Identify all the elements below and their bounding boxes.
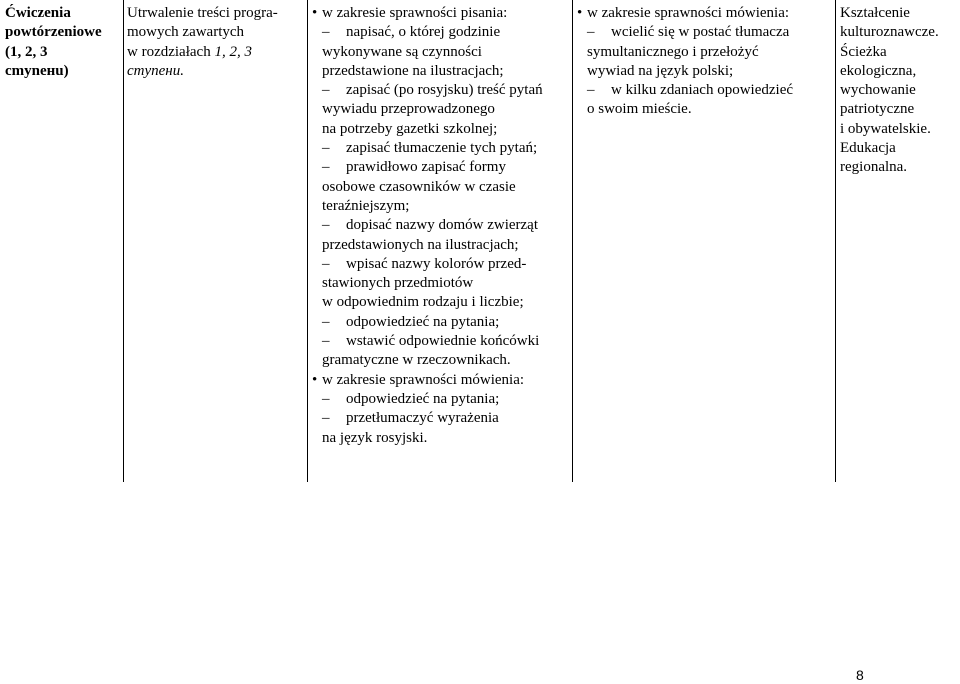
cell-lesson-content xyxy=(127,4,305,81)
list-item-text: odpowiedzieć na pytania; xyxy=(346,390,500,407)
list-item-text: wstawić odpowiednie końcówki xyxy=(346,333,540,350)
list-item xyxy=(312,43,568,62)
dash-marker: – xyxy=(322,410,330,427)
list-item xyxy=(312,100,568,119)
topic-line: powtórzeniowe xyxy=(5,24,102,41)
list-item xyxy=(312,81,568,100)
list-item xyxy=(312,197,568,216)
list-item xyxy=(577,81,834,100)
path-line: Edukacja xyxy=(840,140,896,157)
writing-requirements-list xyxy=(312,23,568,370)
list-item xyxy=(312,293,568,312)
cell-lesson-topic xyxy=(5,4,119,81)
list-item-text: o swoim mieście. xyxy=(587,101,692,118)
path-line: wychowanie xyxy=(840,82,916,99)
path-line: ekologiczna, xyxy=(840,62,917,79)
list-item xyxy=(312,390,568,409)
list-item xyxy=(312,158,568,177)
path-line: Ścieżka xyxy=(840,43,887,60)
bullet-icon: • xyxy=(312,5,318,21)
dash-marker: – xyxy=(322,217,330,234)
list-item xyxy=(312,429,568,448)
speaking-requirements-list xyxy=(577,23,834,119)
dash-marker: – xyxy=(322,24,330,41)
content-line: cmyneнu. xyxy=(127,62,184,79)
topic-line: Ćwiczenia xyxy=(5,5,71,21)
list-item-text: wykonywane są czynności xyxy=(322,43,482,60)
list-item-text: symultanicznego i przełożyć xyxy=(587,43,759,60)
topic-line: cmyneнu) xyxy=(5,62,69,79)
list-item xyxy=(312,236,568,255)
content-text: w rozdziałach xyxy=(127,43,215,60)
list-item xyxy=(312,274,568,293)
dash-marker: – xyxy=(322,140,330,157)
list-item-text: dopisać nazwy domów zwierząt xyxy=(346,217,539,234)
dash-marker: – xyxy=(587,82,595,99)
list-item-text: wywiad na język polski; xyxy=(587,62,734,79)
dash-marker: – xyxy=(322,333,330,350)
list-item xyxy=(312,139,568,158)
dash-marker: – xyxy=(587,24,595,41)
column-divider-1 xyxy=(123,0,124,482)
list-item xyxy=(312,62,568,81)
list-item xyxy=(577,100,834,119)
path-line: Kształcenie xyxy=(840,5,910,21)
page-number: 8 xyxy=(856,667,864,683)
dash-marker: – xyxy=(322,82,330,99)
list-item-text: w kilku zdaniach opowiedzieć xyxy=(611,82,794,99)
list-item-text: przedstawione na ilustracjach; xyxy=(322,62,504,79)
list-item-text: prawidłowo zapisać formy xyxy=(346,159,506,176)
list-item xyxy=(312,332,568,351)
section-heading xyxy=(312,371,568,390)
section-heading xyxy=(577,4,834,23)
list-item xyxy=(312,313,568,332)
list-item xyxy=(577,23,834,42)
path-line: patriotyczne xyxy=(840,101,915,118)
list-item-text: na potrzeby gazetki szkolnej; xyxy=(322,120,498,137)
list-item xyxy=(312,23,568,42)
chapters-numbers: 1, 2, 3 xyxy=(214,43,252,60)
list-item-text: w odpowiednim rodzaju i liczbie; xyxy=(322,294,524,311)
heading-text: w zakresie sprawności pisania: xyxy=(322,5,508,21)
cell-speaking-skills xyxy=(577,4,834,120)
list-item-text: wcielić się w postać tłumacza xyxy=(611,24,790,41)
list-item-text: stawionych przedmiotów xyxy=(322,275,474,292)
list-item-text: na język rosyjski. xyxy=(322,429,428,446)
heading-text: w zakresie sprawności mówienia: xyxy=(322,371,525,388)
content-line xyxy=(127,43,305,62)
column-divider-4 xyxy=(835,0,836,482)
list-item-text: przedstawionych na ilustracjach; xyxy=(322,236,519,253)
list-item xyxy=(312,216,568,235)
speaking-requirements-list xyxy=(312,390,568,448)
dash-marker: – xyxy=(322,313,330,330)
list-item-text: gramatyczne w rzeczownikach. xyxy=(322,352,511,369)
cell-writing-skills xyxy=(312,4,568,448)
path-line: regionalna. xyxy=(840,159,908,176)
content-line: Utrwalenie treści progra- xyxy=(127,5,278,21)
dash-marker: – xyxy=(322,159,330,176)
bullet-icon: • xyxy=(577,5,583,21)
list-item-text: napisać, o której godzinie xyxy=(346,24,501,41)
section-heading xyxy=(312,4,568,23)
dash-marker: – xyxy=(322,255,330,272)
cell-cross-curricular xyxy=(840,4,958,178)
list-item-text: osobowe czasowników w czasie xyxy=(322,178,516,195)
bullet-icon: • xyxy=(312,371,318,388)
list-item-text: odpowiedzieć na pytania; xyxy=(346,313,500,330)
list-item xyxy=(312,351,568,370)
path-line: i obywatelskie. xyxy=(840,120,931,137)
content-line: mowych zawartych xyxy=(127,24,245,41)
list-item-text: wywiadu przeprowadzonego xyxy=(322,101,495,118)
list-item xyxy=(312,178,568,197)
list-item xyxy=(312,255,568,274)
heading-text: w zakresie sprawności mówienia: xyxy=(587,5,790,21)
dash-marker: – xyxy=(322,390,330,407)
list-item xyxy=(577,43,834,62)
list-item xyxy=(312,120,568,139)
topic-line: (1, 2, 3 xyxy=(5,43,48,60)
list-item-text: teraźniejszym; xyxy=(322,197,410,214)
list-item xyxy=(312,409,568,428)
list-item-text: zapisać (po rosyjsku) treść pytań xyxy=(346,82,543,99)
list-item-text: przetłumaczyć wyrażenia xyxy=(346,410,499,427)
list-item-text: wpisać nazwy kolorów przed- xyxy=(346,255,527,272)
column-divider-3 xyxy=(572,0,573,482)
path-line: kulturoznawcze. xyxy=(840,24,939,41)
list-item-text: zapisać tłumaczenie tych pytań; xyxy=(346,140,538,157)
column-divider-2 xyxy=(307,0,308,482)
list-item xyxy=(577,62,834,81)
